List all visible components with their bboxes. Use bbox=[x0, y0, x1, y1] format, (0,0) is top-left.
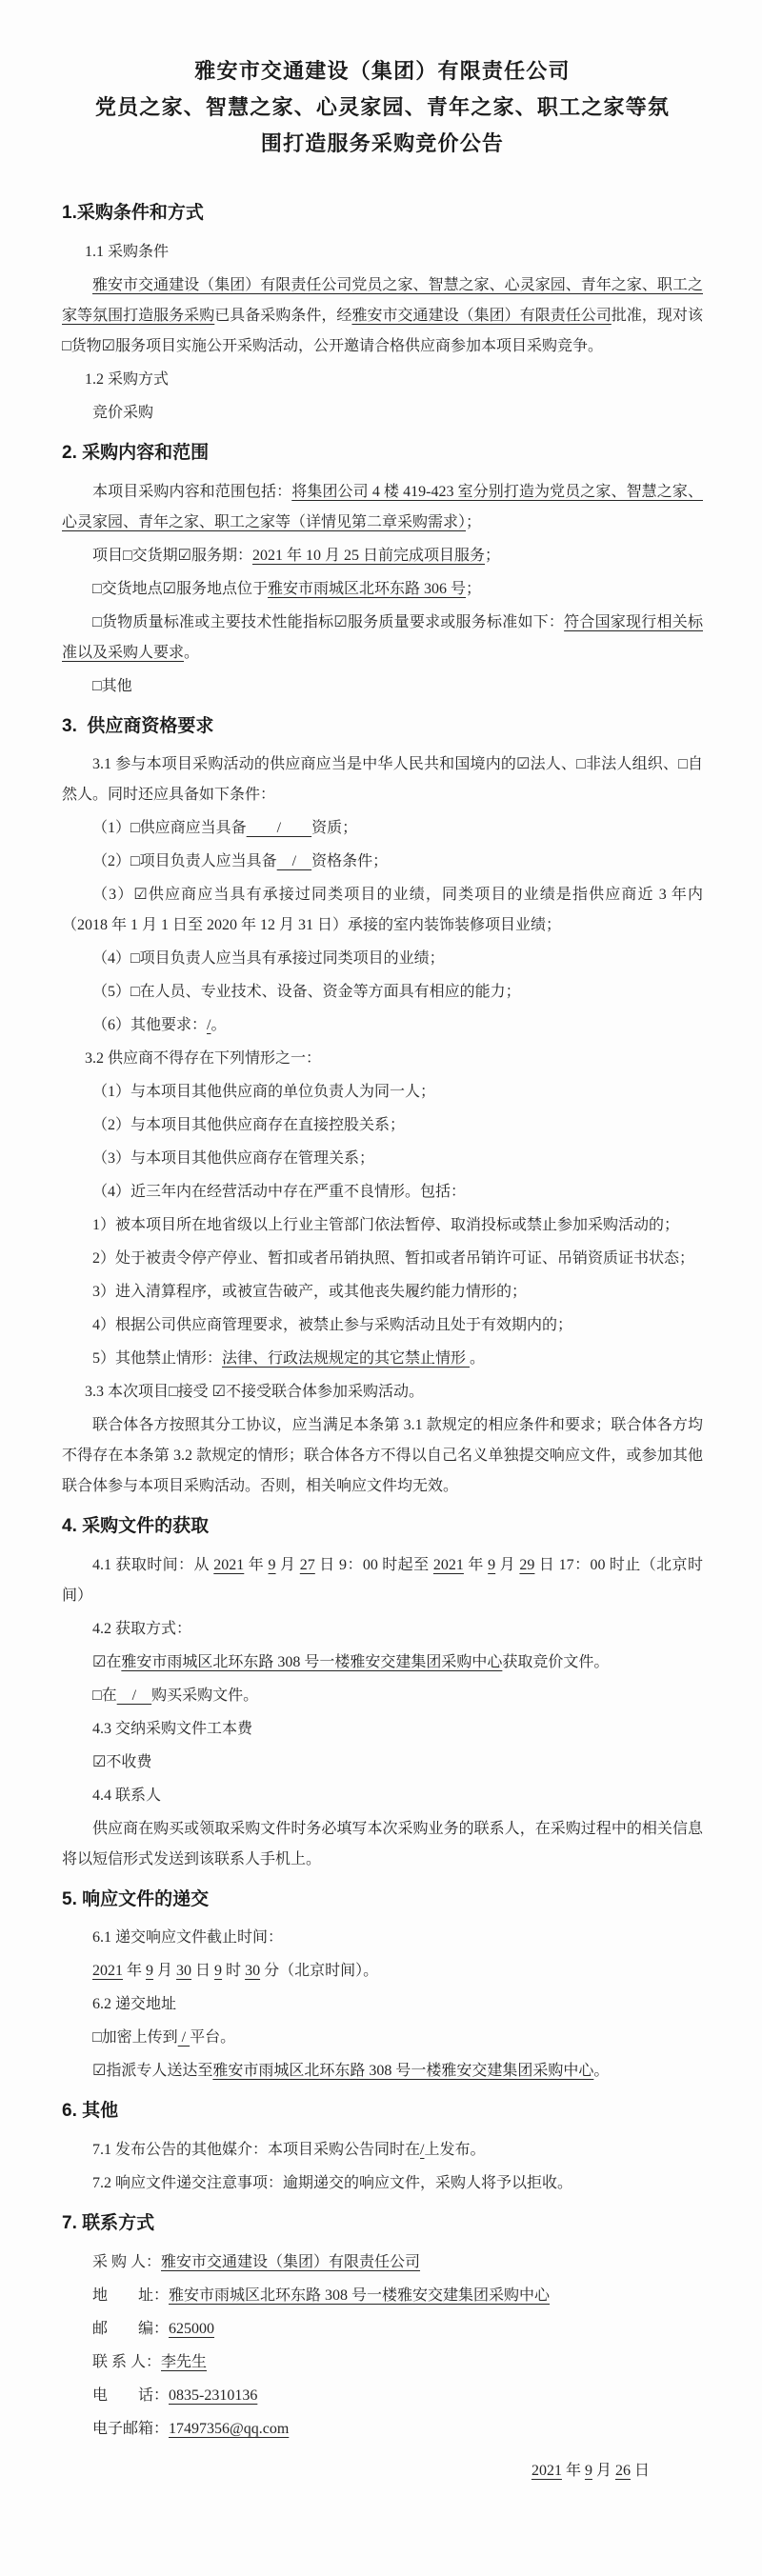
text-run: 平台。 bbox=[190, 2029, 236, 2047]
text-run: （2）与本项目其他供应商存在直接控股关系； bbox=[92, 1117, 406, 1134]
text-run: 4. 采购文件的获取 bbox=[62, 1516, 210, 1537]
underlined-filled-blank: 2021 bbox=[213, 1556, 245, 1573]
text-run: （4）□项目负责人应当具有承接过同类项目的业绩； bbox=[92, 950, 445, 968]
underlined-filled-blank: 30 bbox=[245, 1963, 261, 1980]
text-run: 。 bbox=[211, 1017, 227, 1034]
text-run: （5）□在人员、专业技术、设备、资金等方面具有相应的能力； bbox=[92, 984, 521, 1001]
text-run: 供应商在购买或领取采购文件时务必填写本次采购业务的联系人，在采购过程中的相关信息将以短信形式发送到该联系人手机上。 bbox=[62, 1820, 703, 1867]
text-run: □交货地点☑服务地点位于 bbox=[92, 580, 269, 597]
underlined-filled-blank: 26 bbox=[614, 2462, 631, 2479]
paragraph bbox=[62, 1210, 703, 1241]
text-run: 7.1 发布公告的其他媒介：本项目采购公告同时在 bbox=[92, 2142, 421, 2159]
text-run: 1.2 采购方式 bbox=[85, 371, 170, 389]
paragraph bbox=[62, 1781, 703, 1811]
text-run: 4.3 交纳采购文件工本费 bbox=[92, 1720, 253, 1737]
text-run: 6.2 递交地址 bbox=[92, 1996, 177, 2013]
underlined-filled-blank: 625000 bbox=[169, 2320, 215, 2337]
underlined-filled-blank: 0835-2310136 bbox=[169, 2386, 258, 2404]
text-run: 月 bbox=[275, 1556, 300, 1573]
text-run: 分（北京时间）。 bbox=[260, 1963, 379, 1980]
underlined-filled-blank: 雅安市雨城区北环东路 308 号一楼雅安交建集团采购中心 bbox=[212, 2063, 594, 2080]
text-run: 月 bbox=[153, 1963, 177, 1980]
underlined-filled-blank: 17497356@qq.com bbox=[169, 2420, 290, 2437]
underlined-filled-blank: / bbox=[177, 2029, 190, 2047]
paragraph bbox=[62, 2135, 703, 2166]
paragraph bbox=[62, 1277, 703, 1308]
section-heading bbox=[62, 201, 703, 227]
text-run: 地 址： bbox=[92, 2286, 170, 2304]
text-run: □货物质量标准或主要技术性能指标☑服务质量要求或服务标准如下： bbox=[92, 613, 565, 630]
text-run: 1.1 采购条件 bbox=[85, 244, 170, 261]
paragraph bbox=[62, 2023, 703, 2053]
text-run: 日 bbox=[630, 2462, 650, 2479]
paragraph bbox=[62, 1989, 703, 2020]
underlined-filled-blank: 2021 bbox=[531, 2462, 562, 2479]
paragraph bbox=[62, 880, 703, 941]
paragraph bbox=[62, 847, 703, 877]
paragraph bbox=[62, 1956, 703, 1987]
text-run: 7. 联系方式 bbox=[62, 2213, 155, 2234]
text-run: 上发布。 bbox=[424, 2142, 486, 2159]
text-run: 月 bbox=[592, 2462, 615, 2479]
underlined-filled-blank: 符合国家现行相关标准以及采购人要求 bbox=[62, 613, 703, 661]
underlined-filled-blank: 2021 bbox=[432, 1556, 464, 1573]
underlined-filled-blank: / bbox=[420, 2142, 425, 2159]
section-heading bbox=[62, 1514, 703, 1540]
text-run: 邮 编： bbox=[92, 2320, 170, 2337]
paragraph bbox=[62, 944, 703, 974]
paragraph bbox=[62, 2281, 703, 2311]
text-run: ☑在 bbox=[92, 1653, 122, 1670]
text-run: 5）其他禁止情形： bbox=[92, 1350, 223, 1368]
text-run: （3）☑供应商应当具有承接过同类项目的业绩，同类项目的业绩是指供应商近 3 年内（2018 年 1 月 1 日至 2020 年 12 月 31 日）承接的室内装饰装修项目业绩； bbox=[62, 887, 703, 934]
section-heading bbox=[62, 2211, 703, 2237]
paragraph bbox=[62, 2381, 703, 2411]
underlined-filled-blank: 29 bbox=[519, 1556, 535, 1573]
text-run: 4.4 联系人 bbox=[92, 1787, 162, 1804]
underlined-filled-blank: / bbox=[207, 1017, 211, 1034]
text-run: 获取竞价文件。 bbox=[502, 1653, 610, 1670]
underlined-filled-blank: 雅安市雨城区北环东路 308 号一楼雅安交建集团采购中心 bbox=[169, 2286, 551, 2304]
title-line-3: 围打造服务采购竞价公告 bbox=[260, 130, 505, 155]
paragraph bbox=[62, 1244, 703, 1274]
subsection-label bbox=[62, 365, 703, 395]
paragraph bbox=[62, 749, 703, 810]
text-run: 批准，现对该□货物☑服务项目实施公开采购活动，公开邀请合格供应商参加本项目采购竞争。 bbox=[62, 308, 703, 355]
paragraph bbox=[62, 398, 703, 429]
text-run: 。 bbox=[184, 644, 200, 661]
paragraph bbox=[62, 2414, 703, 2445]
paragraph bbox=[62, 1410, 703, 1502]
underlined-filled-blank: 雅安市交通建设（集团）有限责任公司 bbox=[161, 2253, 421, 2270]
paragraph bbox=[62, 977, 703, 1008]
paragraph bbox=[62, 1550, 703, 1611]
text-run: 年 bbox=[244, 1556, 269, 1573]
document-title bbox=[62, 53, 703, 161]
text-run: 6.1 递交响应文件截止时间： bbox=[92, 1929, 284, 1947]
text-run: 电子邮箱： bbox=[92, 2420, 170, 2437]
subsection-label bbox=[62, 1377, 703, 1408]
underlined-filled-blank: 李先生 bbox=[161, 2353, 208, 2370]
text-run: 资质； bbox=[311, 820, 358, 837]
subsection-label bbox=[62, 237, 703, 268]
paragraph bbox=[62, 671, 703, 702]
text-run: 。 bbox=[470, 1350, 486, 1368]
signature-date bbox=[62, 2456, 703, 2486]
text-run: （6）其他要求： bbox=[92, 1017, 208, 1034]
underlined-filled-blank: / bbox=[116, 1687, 152, 1704]
underlined-filled-blank: 法律、行政法规规定的其它禁止情形 bbox=[222, 1350, 471, 1368]
text-run: 电 话： bbox=[92, 2386, 170, 2404]
text-run: 3.1 参与本项目采购活动的供应商应当是中华人民共和国境内的☑法人、□非法人组织、□自然人。同时还应具备如下条件： bbox=[62, 756, 703, 804]
underlined-filled-blank: 9 bbox=[214, 1963, 223, 1980]
paragraph bbox=[62, 1647, 703, 1678]
subsection-label bbox=[62, 1044, 703, 1074]
text-run: （2）□项目负责人应当具备 bbox=[92, 853, 277, 870]
paragraph bbox=[62, 2168, 703, 2199]
section-heading bbox=[62, 714, 703, 740]
text-run: 项目□交货期☑服务期： bbox=[92, 547, 253, 564]
text-run: （1）与本项目其他供应商的单位负责人为同一人； bbox=[92, 1084, 436, 1101]
paragraph bbox=[62, 813, 703, 844]
text-run: 3.2 供应商不得存在下列情形之一： bbox=[85, 1050, 322, 1068]
text-run: 2. 采购内容和范围 bbox=[62, 443, 210, 464]
paragraph bbox=[62, 270, 703, 362]
underlined-filled-blank: 9 bbox=[146, 1963, 154, 1980]
paragraph bbox=[62, 1614, 703, 1645]
text-run: 日 9：00 时起至 bbox=[314, 1556, 433, 1573]
underlined-filled-blank: 雅安市交通建设（集团）有限责任公司 bbox=[351, 308, 612, 325]
text-run: （4）近三年内在经营活动中存在严重不良情形。包括： bbox=[92, 1184, 467, 1201]
text-run: ☑指派专人送达至 bbox=[92, 2063, 213, 2080]
underlined-filled-blank: 2021 bbox=[92, 1963, 123, 1980]
text-run: 1.采购条件和方式 bbox=[62, 203, 204, 224]
paragraph bbox=[62, 2347, 703, 2378]
text-run: 日 17：00 时止（北京时间） bbox=[62, 1556, 703, 1604]
section-heading bbox=[62, 1887, 703, 1913]
text-run: 购买采购文件。 bbox=[151, 1687, 259, 1704]
text-run: ； bbox=[466, 513, 482, 530]
title-line-2: 党员之家、智慧之家、心灵家园、青年之家、职工之家等氛 bbox=[94, 94, 671, 119]
underlined-filled-blank: 27 bbox=[299, 1556, 315, 1573]
text-run: 。 bbox=[593, 2063, 610, 2080]
text-run: 3. 供应商资格要求 bbox=[62, 715, 214, 736]
title-line-1: 雅安市交通建设（集团）有限责任公司 bbox=[194, 59, 571, 83]
paragraph bbox=[62, 477, 703, 538]
paragraph bbox=[62, 1344, 703, 1374]
paragraph bbox=[62, 1814, 703, 1875]
text-run: □加密上传到 bbox=[92, 2029, 178, 2047]
text-run: （1）□供应商应当具备 bbox=[92, 820, 247, 837]
paragraph bbox=[62, 2247, 703, 2278]
paragraph bbox=[62, 2314, 703, 2345]
text-run: □在 bbox=[92, 1687, 117, 1704]
paragraph bbox=[62, 541, 703, 571]
text-run: 7.2 响应文件递交注意事项：逾期递交的响应文件，采购人将予以拒收。 bbox=[92, 2175, 573, 2192]
text-run: 时 bbox=[222, 1963, 246, 1980]
text-run: （3）与本项目其他供应商存在管理关系； bbox=[92, 1150, 375, 1168]
text-run: 年 bbox=[123, 1963, 147, 1980]
text-run: 联合体各方按照其分工协议，应当满足本条第 3.1 款规定的相应条件和要求；联合体各方均不得存在本条第 3.2 款规定的情形；联合体各方不得以自己名义单独提交响应文件，或参加其他联合体参与本项目采购活动。否则，相关响应文件均无效。 bbox=[62, 1417, 703, 1495]
text-run: 3.3 本次项目□接受 ☑不接受联合体参加采购活动。 bbox=[85, 1384, 425, 1401]
text-run: 6. 其他 bbox=[62, 2101, 119, 2122]
paragraph bbox=[62, 1110, 703, 1141]
text-run: 日 bbox=[191, 1963, 215, 1980]
underlined-filled-blank: 雅安市交通建设（集团）有限责任公司党员之家、智慧之家、心灵家园、青年之家、职工之家等氛围打造服务采购 bbox=[62, 277, 703, 325]
text-run: 已具备采购条件，经 bbox=[214, 308, 352, 325]
paragraph bbox=[62, 1144, 703, 1174]
text-run: ☑不收费 bbox=[92, 1753, 152, 1770]
text-run: ； bbox=[485, 547, 501, 564]
text-run: 2）处于被责令停产停业、暂扣或者吊销执照、暂扣或者吊销许可证、吊销资质证书状态； bbox=[92, 1250, 695, 1268]
paragraph bbox=[62, 1010, 703, 1041]
text-run: 5. 响应文件的递交 bbox=[62, 1888, 210, 1909]
paragraph bbox=[62, 1747, 703, 1778]
section-heading bbox=[62, 441, 703, 467]
underlined-filled-blank: 2021 年 10 月 25 日前完成项目服务 bbox=[252, 547, 486, 564]
paragraph bbox=[62, 1310, 703, 1341]
text-run: 本项目采购内容和范围包括： bbox=[92, 483, 292, 500]
underlined-filled-blank: / bbox=[276, 853, 312, 870]
paragraph bbox=[62, 1923, 703, 1953]
text-run: ； bbox=[466, 580, 482, 597]
text-run: 3）进入清算程序，或被宣告破产，或其他丧失履约能力情形的； bbox=[92, 1284, 528, 1301]
underlined-filled-blank: / bbox=[246, 820, 312, 837]
text-run: 资格条件； bbox=[311, 853, 389, 870]
underlined-filled-blank: 雅安市雨城区北环东路 306 号 bbox=[268, 580, 467, 597]
text-run: 联 系 人： bbox=[92, 2353, 162, 2370]
paragraph bbox=[62, 2056, 703, 2087]
section-heading bbox=[62, 2099, 703, 2125]
paragraph bbox=[62, 1077, 703, 1108]
text-run: 采 购 人： bbox=[92, 2253, 162, 2270]
text-run: □其他 bbox=[92, 677, 132, 694]
paragraph bbox=[62, 1681, 703, 1711]
underlined-filled-blank: 9 bbox=[488, 1556, 496, 1573]
document-body bbox=[62, 201, 703, 2486]
paragraph bbox=[62, 1177, 703, 1208]
underlined-filled-blank: 雅安市雨城区北环东路 308 号一楼雅安交建集团采购中心 bbox=[121, 1653, 503, 1670]
text-run: 年 bbox=[463, 1556, 489, 1573]
paragraph bbox=[62, 608, 703, 669]
underlined-filled-blank: 9 bbox=[584, 2462, 592, 2479]
paragraph bbox=[62, 1714, 703, 1745]
text-run: 4.1 获取时间：从 bbox=[92, 1556, 214, 1573]
text-run: 4.2 获取方式： bbox=[92, 1620, 192, 1637]
underlined-filled-blank: 9 bbox=[268, 1556, 276, 1573]
paragraph bbox=[62, 574, 703, 605]
text-run: 年 bbox=[561, 2462, 585, 2479]
underlined-filled-blank: 30 bbox=[176, 1963, 192, 1980]
text-run: 月 bbox=[495, 1556, 520, 1573]
underlined-filled-blank: 将集团公司 4 楼 419-423 室分别打造为党员之家、智慧之家、心灵家园、青年之家、职工之家等（详情见第二章采购需求） bbox=[62, 483, 703, 530]
text-run: 4）根据公司供应商管理要求，被禁止参与采购活动且处于有效期内的； bbox=[92, 1317, 573, 1334]
text-run: 1）被本项目所在地省级以上行业主管部门依法暂停、取消投标或禁止参加采购活动的； bbox=[92, 1217, 680, 1234]
text-run: 竞价采购 bbox=[92, 405, 154, 422]
